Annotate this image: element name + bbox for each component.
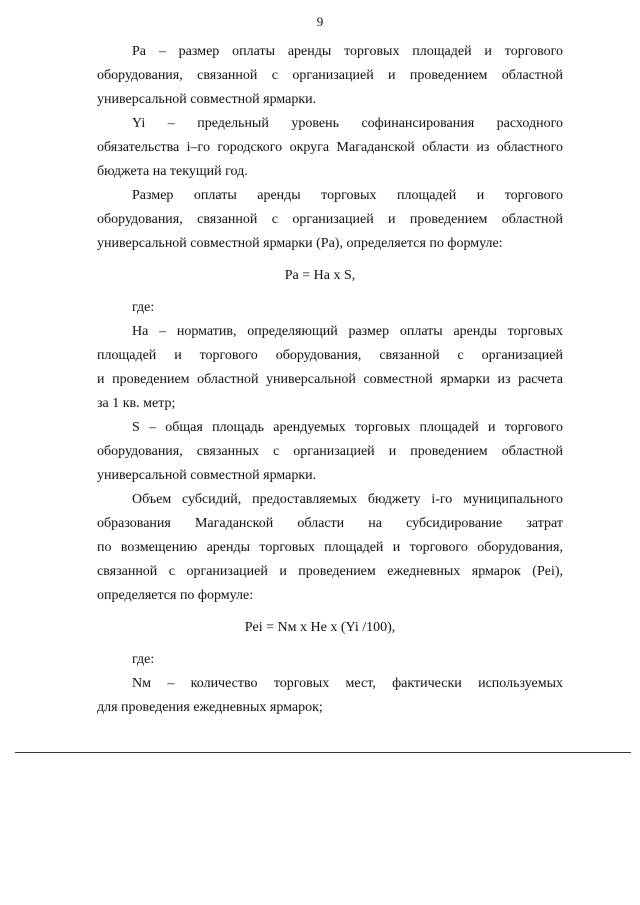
text-line: бюджета на текущий год. [97, 164, 248, 179]
text-line: для проведения ежедневных ярмарок; [97, 700, 323, 715]
page-divider [15, 752, 631, 753]
text-line: по возмещению аренды торговых площадей и торгового оборудования, [97, 540, 563, 555]
text-line: площадей и торгового оборудования, связанной с организацией [97, 348, 563, 363]
formula-pei: Рei = Nм х Hе х (Yi /100), [244, 620, 396, 635]
text-line: Nм – количество торговых мест, фактически используемых [132, 676, 563, 691]
text-line: На – норматив, определяющий размер оплаты аренды торговых [132, 324, 563, 339]
text-line: S – общая площадь арендуемых торговых площадей и торгового [132, 420, 563, 435]
text-line: универсальной совместной ярмарки. [97, 92, 317, 107]
text-line: Объем субсидий, предоставляемых бюджету i-го муниципального [132, 492, 563, 507]
text-line: обязательства i–го городского округа Магаданской области из областного [97, 140, 563, 155]
text-line: Размер оплаты аренды торговых площадей и торгового [132, 188, 563, 203]
text-line: оборудования, связанной с организацией и проведением областной [97, 212, 563, 227]
text-line: универсальной совместной ярмарки. [97, 468, 317, 483]
text-line: за 1 кв. метр; [97, 396, 176, 411]
text-line: Yi – предельный уровень софинансирования расходного [132, 116, 563, 131]
page-number: 9 [316, 14, 324, 29]
text-line: образования Магаданской области на субсидирование затрат [97, 516, 563, 531]
text-line: связанной с организацией и проведением ежедневных ярмарок (Рei), [97, 564, 563, 579]
text-line: Ра – размер оплаты аренды торговых площадей и торгового [132, 44, 563, 59]
text-line: оборудования, связанных с организацией и проведением областной [97, 444, 563, 459]
text-line: где: [132, 652, 155, 667]
text-line: определяется по формуле: [97, 588, 254, 603]
text-line: универсальной совместной ярмарки (Ра), определяется по формуле: [97, 236, 503, 251]
text-line: оборудования, связанной с организацией и проведением областной [97, 68, 563, 83]
formula-pa: Ра = На х S, [284, 268, 356, 283]
text-line: и проведением областной универсальной совместной ярмарки из расчета [97, 372, 563, 387]
text-line: где: [132, 300, 155, 315]
